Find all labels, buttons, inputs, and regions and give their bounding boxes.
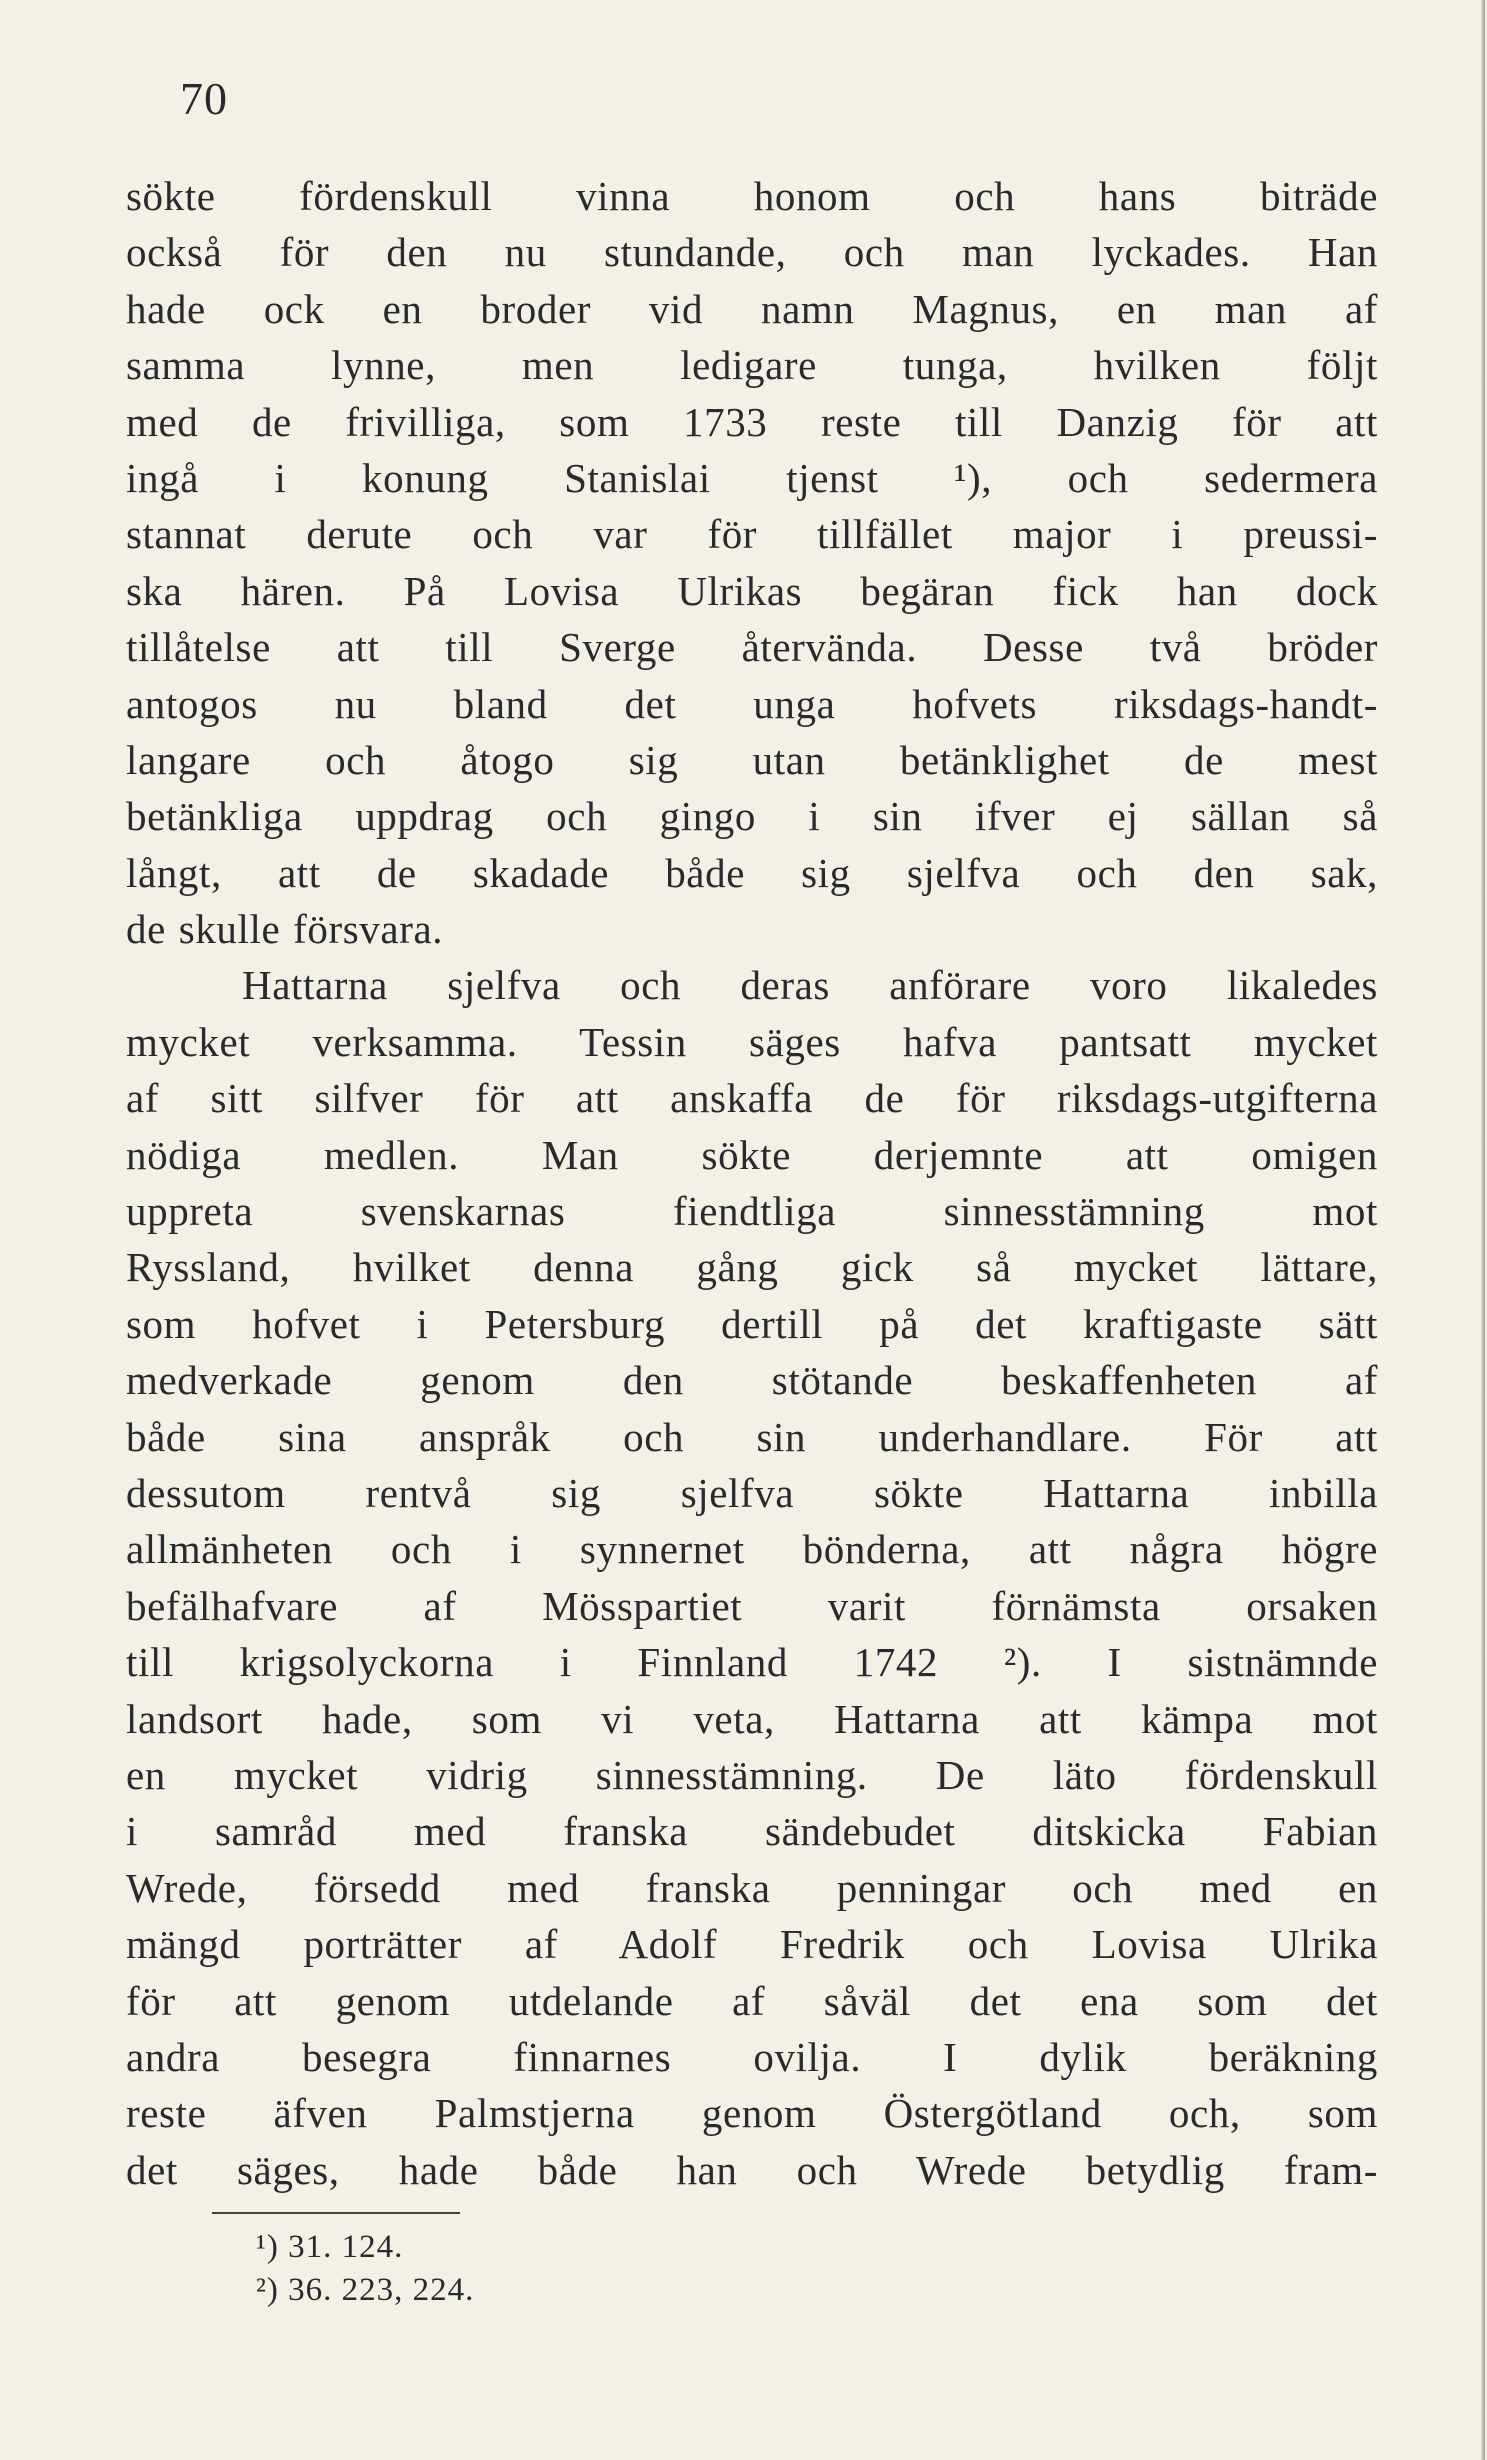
text-line: också för den nu stundande, och man lyckades. Han — [126, 229, 1378, 276]
text-line: för att genom utdelande af såväl det ena som det — [126, 1977, 1378, 2024]
text-line: antogos nu bland det unga hofvets riksdags-handt- — [126, 680, 1378, 727]
text-line: mängd porträtter af Adolf Fredrik och Lovisa Ulrika — [126, 1921, 1378, 1968]
text-line: ingå i konung Stanislai tjenst ¹), och sedermera — [126, 454, 1378, 501]
text-line: mycket verksamma. Tessin säges hafva pantsatt mycket — [126, 1018, 1378, 1065]
text-line: allmänheten och i synnernet bönderna, att några högre — [126, 1526, 1378, 1573]
text-line: reste äfven Palmstjerna genom Östergötland och, som — [126, 2090, 1378, 2137]
text-line: en mycket vidrig sinnesstämning. De läto fördenskull — [126, 1751, 1378, 1798]
text-line: samma lynne, men ledigare tunga, hvilken följt — [126, 342, 1378, 389]
footnote-divider — [212, 2212, 460, 2214]
text-line: Wrede, försedd med franska penningar och med en — [126, 1864, 1378, 1911]
text-line: hade ock en broder vid namn Magnus, en man af — [126, 285, 1378, 332]
text-line: befälhafvare af Mösspartiet varit förnämsta orsaken — [126, 1582, 1378, 1629]
text-line: med de frivilliga, som 1733 reste till Danzig för att — [126, 398, 1378, 445]
text-line: till krigsolyckorna i Finnland 1742 ²). I sistnämnde — [126, 1639, 1378, 1686]
text-line: Ryssland, hvilket denna gång gick så mycket lättare, — [126, 1244, 1378, 1291]
text-line: medverkade genom den stötande beskaffenheten af — [126, 1357, 1378, 1404]
paragraph-end-line: de skulle försvara. — [126, 906, 444, 953]
page-edge-shadow — [1481, 0, 1485, 2460]
paragraph-start-line: Hattarna sjelfva och deras anförare voro likaledes — [242, 962, 1378, 1009]
text-line: i samråd med franska sändebudet ditskicka Fabian — [126, 1808, 1378, 1855]
text-line: sökte fördenskull vinna honom och hans biträde — [126, 173, 1378, 219]
footnotes — [256, 2226, 474, 2312]
text-line: tillåtelse att till Sverge återvända. Desse två bröder — [126, 624, 1378, 671]
text-line: langare och åtogo sig utan betänklighet de mest — [126, 736, 1378, 783]
text-line: som hofvet i Petersburg dertill på det kraftigaste sätt — [126, 1300, 1378, 1347]
text-line: dessutom rentvå sig sjelfva sökte Hattarna inbilla — [126, 1469, 1378, 1516]
text-line: ska hären. På Lovisa Ulrikas begäran fick han dock — [126, 567, 1378, 614]
footnote-1: ¹) 31. 124. — [256, 2229, 404, 2265]
text-line: andra besegra finnarnes ovilja. I dylik beräkning — [126, 2033, 1378, 2080]
text-line: uppreta svenskarnas fiendtliga sinnesstämning mot — [126, 1188, 1378, 1235]
text-line: stannat derute och var för tillfället major i preussi- — [126, 511, 1378, 558]
text-line: både sina anspråk och sin underhandlare. För att — [126, 1413, 1378, 1460]
text-line: betänkliga uppdrag och gingo i sin ifver ej sällan så — [126, 793, 1378, 840]
body-text — [126, 168, 1378, 2198]
text-line: det säges, hade både han och Wrede betydlig fram- — [126, 2146, 1378, 2193]
text-line: af sitt silfver för att anskaffa de för riksdags-utgifterna — [126, 1075, 1378, 1122]
text-line: långt, att de skadade både sig sjelfva och den sak, — [126, 849, 1378, 896]
footnote-2: ²) 36. 223, 224. — [256, 2272, 475, 2308]
text-line: landsort hade, som vi veta, Hattarna att kämpa mot — [126, 1695, 1378, 1742]
text-line: nödiga medlen. Man sökte derjemnte att omigen — [126, 1131, 1378, 1178]
page-number: 70 — [180, 73, 228, 124]
